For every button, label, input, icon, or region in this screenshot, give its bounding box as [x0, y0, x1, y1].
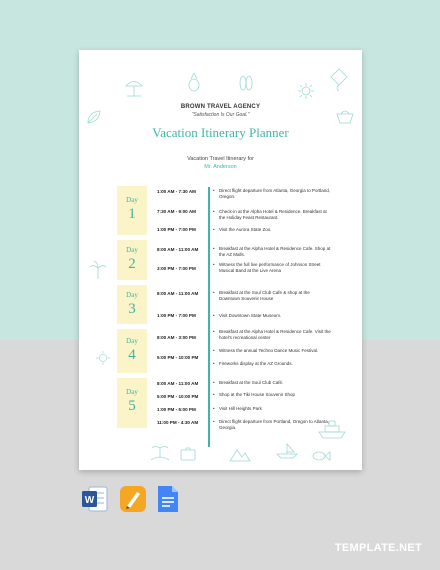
- flip-flops-doodle-icon: [237, 74, 255, 92]
- sun-left-doodle-icon: [95, 350, 111, 366]
- entry-activity: • Witness the annual Techno Dance Music Festival.: [219, 348, 331, 354]
- entry-time: 8:00 AM - 11:00 AM: [157, 291, 199, 296]
- entry-time: 1:00 PM - 5:00 PM: [157, 407, 196, 412]
- boat-doodle-icon: [275, 442, 299, 460]
- svg-text:W: W: [84, 495, 95, 506]
- agency-name: BROWN TRAVEL AGENCY: [180, 104, 261, 110]
- entry-activity: • Witness the full live performance of Johnson Street Musical Band at the Live Arena: [219, 262, 331, 273]
- mountain-doodle-icon: [229, 446, 251, 462]
- brand-watermark: TEMPLATE.NET: [334, 542, 422, 554]
- entry-time: 1:00 PM - 7:00 PM: [157, 227, 196, 232]
- entry-time: 5:00 PM - 10:00 PM: [157, 394, 199, 399]
- entry-time: 5:00 PM - 10:00 PM: [157, 355, 199, 360]
- pages-icon[interactable]: [118, 484, 148, 514]
- entry-activity: • Check-in at the Alpha Hotel & Residence. Breakfast at the Holiday Feast Restaurant.: [219, 209, 331, 220]
- day-label: Day: [126, 196, 138, 204]
- document-subtitle: Vacation Travel Itinerary for: [187, 156, 254, 162]
- document-title: Vacation Itinerary Planner: [152, 125, 289, 140]
- entry-time: 3:00 PM - 7:00 PM: [157, 266, 196, 271]
- entry-activity: • Direct flight departure from Portland, Oregon to Atlanta, Georgia.: [219, 419, 331, 430]
- entry-activity: • Direct flight departure from Atlanta, Georgia to Portland, Oregon.: [219, 188, 331, 199]
- day-label: Day: [126, 388, 138, 396]
- agency-tagline: "Satisfaction Is Our Goal.": [191, 112, 250, 118]
- timeline-divider: [208, 187, 210, 447]
- entry-activity: • Visit Hill Heights Park: [219, 406, 331, 412]
- kite-doodle-icon: [329, 68, 349, 92]
- day-box-1: [117, 186, 147, 235]
- suitcase-doodle-icon: [179, 446, 197, 462]
- itinerary-document: [79, 50, 362, 470]
- sun-doodle-icon: [297, 82, 315, 100]
- entry-activity: • Breakfast at the Soul Club Café.: [219, 380, 331, 386]
- entry-time: 1:00 PM - 7:00 PM: [157, 313, 196, 318]
- entry-time: 8:00 AM - 3:00 PM: [157, 335, 196, 340]
- day-number: 1: [128, 206, 136, 222]
- pineapple-doodle-icon: [187, 72, 201, 92]
- word-icon[interactable]: [80, 484, 110, 514]
- palm-doodle-icon: [89, 260, 107, 280]
- day-number: 2: [128, 256, 136, 272]
- entry-activity: • Breakfast at the Soul Club Cafe & shop at the Downtown Souvenir House: [219, 290, 331, 301]
- entry-activity: • Visit the Aurora State Zoo.: [219, 227, 331, 233]
- google-docs-icon[interactable]: [156, 484, 180, 514]
- day-number: 4: [128, 347, 136, 363]
- day-label: Day: [126, 291, 138, 299]
- day-number: 3: [128, 301, 136, 317]
- island-doodle-icon: [149, 442, 171, 462]
- entry-time: 8:00 AM - 11:00 AM: [157, 381, 199, 386]
- entry-activity: • Breakfast at the Alpha Hotel & Residence Cafe. Visit the hotel's recreational center: [219, 329, 331, 340]
- day-label: Day: [126, 246, 138, 254]
- day-box-4: [117, 329, 147, 373]
- entry-time: 11:00 PM - 4:30 AM: [157, 420, 199, 425]
- recipient-name: Mr. Anderson: [204, 164, 237, 170]
- day-number: 5: [128, 398, 136, 414]
- entry-time: 8:00 AM - 11:00 AM: [157, 247, 199, 252]
- entry-activity: • Breakfast at the Alpha Hotel & Residence Cafe. Shop at the AZ Malls.: [219, 246, 331, 257]
- entry-time: 7:30 AM - 9:00 AM: [157, 209, 196, 214]
- fish-doodle-icon: [311, 450, 331, 462]
- entry-time: 1:00 AM - 7:30 AM: [157, 189, 196, 194]
- day-box-3: [117, 285, 147, 324]
- entry-activity: • Shop at the Tiki House Souvenir Shop: [219, 392, 331, 398]
- beach-umbrella-doodle-icon: [123, 76, 145, 98]
- entry-activity: • Visit Downtown State Museum.: [219, 313, 331, 319]
- day-label: Day: [126, 337, 138, 345]
- day-box-5: [117, 378, 147, 428]
- entry-activity: • Fireworks display at the AZ Grounds.: [219, 361, 331, 367]
- day-box-2: [117, 240, 147, 280]
